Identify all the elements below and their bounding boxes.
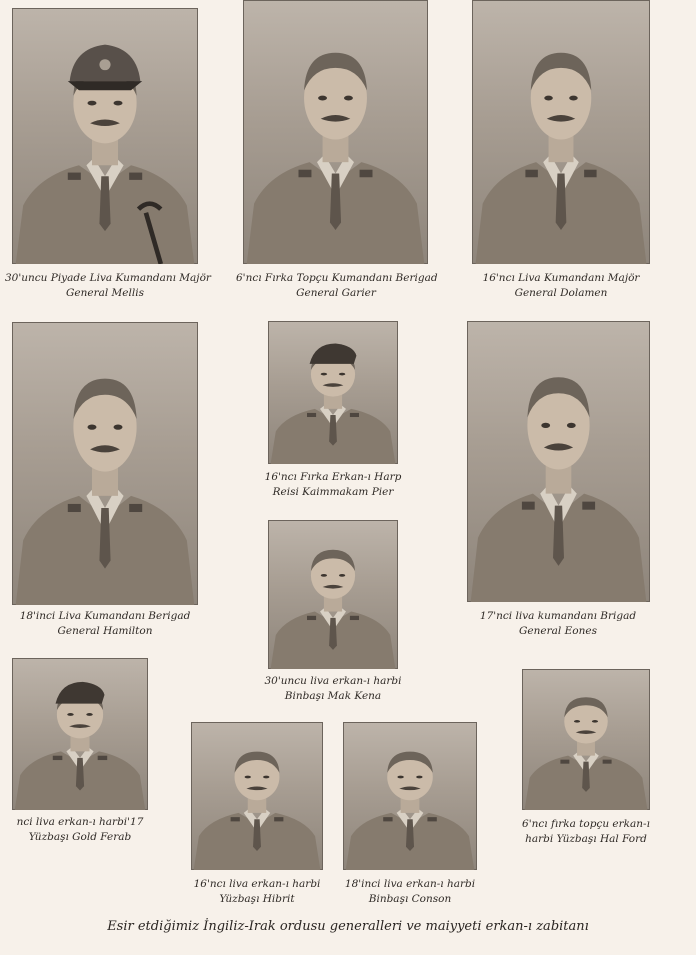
portrait-figure bbox=[12, 8, 198, 264]
collar-tab bbox=[427, 817, 436, 821]
portrait-photo-mellis bbox=[12, 8, 198, 264]
tie bbox=[253, 819, 261, 851]
caption-garier bbox=[236, 271, 436, 301]
caption-line: 30'uncu Piyade Liva Kumandanı Majör bbox=[5, 272, 211, 284]
caption-hibrit bbox=[177, 877, 337, 907]
eye bbox=[318, 96, 327, 101]
tie bbox=[553, 506, 564, 566]
collar-tab bbox=[603, 760, 612, 764]
collar-tab bbox=[350, 413, 359, 417]
portrait-photo-hal-ford bbox=[522, 669, 650, 810]
collar-tab bbox=[584, 170, 596, 178]
collar-tab bbox=[307, 413, 316, 417]
eye bbox=[321, 373, 327, 376]
portrait-photo-hibrit bbox=[191, 722, 323, 870]
page-caption: Esir etdiğimiz İngiliz-Irak ordusu generalleri ve maiyyeti erkan-ı zabitanı bbox=[107, 919, 589, 934]
eye bbox=[569, 96, 578, 101]
caption-name: Yüzbaşı Gold Ferab bbox=[28, 831, 132, 843]
tie bbox=[329, 415, 337, 446]
caption-name: harbi Yüzbaşı Hal Ford bbox=[525, 833, 647, 845]
eye bbox=[544, 96, 553, 101]
caption-name: General Dolamen bbox=[514, 287, 608, 299]
portrait-figure bbox=[191, 722, 323, 870]
collar-tab bbox=[68, 173, 81, 180]
caption-mellis bbox=[5, 271, 211, 301]
caption-name: General Eones bbox=[519, 625, 597, 637]
collar-tab bbox=[383, 817, 392, 821]
caption-name: Binbaşı Conson bbox=[368, 893, 452, 905]
tie bbox=[329, 618, 337, 650]
portrait-photo-gold-ferab bbox=[12, 658, 148, 810]
collar-tab bbox=[299, 170, 312, 178]
tie bbox=[76, 758, 84, 791]
eye bbox=[397, 776, 403, 779]
eye bbox=[592, 720, 598, 723]
caption-mak-kena bbox=[233, 674, 433, 704]
cap-visor bbox=[68, 81, 142, 90]
tie bbox=[582, 762, 590, 792]
portrait-photo-mak-kena bbox=[268, 520, 398, 669]
caption-hamilton bbox=[5, 609, 205, 639]
caption-line: 17'nci liva kumandanı Brigad bbox=[479, 610, 637, 622]
eye bbox=[88, 424, 97, 429]
portrait-figure bbox=[268, 520, 398, 669]
portrait-figure bbox=[243, 0, 428, 264]
collar-tab bbox=[350, 616, 359, 620]
eye bbox=[574, 720, 580, 723]
portrait-figure bbox=[467, 321, 650, 602]
side-cap bbox=[310, 343, 357, 363]
caption-line: 18'inci liva erkan-ı harbi bbox=[344, 878, 476, 890]
portrait-photo-hamilton bbox=[12, 322, 198, 605]
tie bbox=[99, 176, 110, 231]
collar-tab bbox=[129, 173, 142, 180]
caption-line: 6'ncı fırka topçu erkan-ı bbox=[522, 818, 650, 830]
eye bbox=[67, 713, 74, 716]
caption-line: 16'ncı Fırka Erkan-ı Harp bbox=[264, 471, 402, 483]
caption-name: General Garier bbox=[296, 287, 376, 299]
portrait-photo-dolamen bbox=[472, 0, 650, 264]
collar-tab bbox=[129, 504, 142, 512]
caption-line: 30'uncu liva erkan-ı harbi bbox=[264, 675, 402, 687]
side-cap bbox=[56, 682, 105, 704]
portrait-figure bbox=[12, 322, 198, 605]
caption-line: 16'ncı Liva Kumandanı Majör bbox=[482, 272, 640, 284]
collar-tab bbox=[231, 817, 240, 821]
eye bbox=[541, 423, 550, 428]
tie bbox=[330, 173, 341, 230]
portrait-figure bbox=[472, 0, 650, 264]
eye bbox=[114, 424, 123, 429]
eye bbox=[114, 101, 123, 106]
collar-tab bbox=[98, 756, 108, 760]
portrait-photo-garier bbox=[243, 0, 428, 264]
caption-eones bbox=[458, 609, 658, 639]
eye bbox=[339, 373, 345, 376]
caption-name: Reisi Kaimmakam Pier bbox=[272, 486, 394, 498]
portrait-photo-pier bbox=[268, 321, 398, 464]
caption-name: Binbaşı Mak Kena bbox=[284, 690, 382, 702]
eye bbox=[321, 574, 327, 577]
portrait-figure bbox=[522, 669, 650, 810]
eye bbox=[88, 101, 97, 106]
portrait-figure bbox=[343, 722, 477, 870]
tie bbox=[556, 173, 567, 230]
collar-tab bbox=[522, 502, 535, 510]
caption-line: 16'ncı liva erkan-ı harbi bbox=[193, 878, 321, 890]
caption-name: General Hamilton bbox=[57, 625, 153, 637]
eye bbox=[344, 96, 353, 101]
caption-hal-ford bbox=[506, 817, 666, 847]
collar-tab bbox=[525, 170, 537, 178]
eye bbox=[86, 713, 93, 716]
portrait-figure bbox=[268, 321, 398, 464]
collar-tab bbox=[560, 760, 569, 764]
tie bbox=[406, 819, 414, 851]
caption-line: 6'ncı Fırka Topçu Kumandanı Berigad bbox=[236, 272, 438, 284]
eye bbox=[263, 776, 269, 779]
caption-line: nci liva erkan-ı harbi'17 bbox=[16, 816, 144, 828]
portrait-figure bbox=[12, 658, 148, 810]
caption-pier bbox=[233, 470, 433, 500]
caption-dolamen bbox=[461, 271, 661, 301]
eye bbox=[339, 574, 345, 577]
collar-tab bbox=[582, 502, 595, 510]
collar-tab bbox=[274, 817, 283, 821]
caption-line: 18'inci Liva Kumandanı Berigad bbox=[19, 610, 191, 622]
portrait-photo-eones bbox=[467, 321, 650, 602]
collar-tab bbox=[53, 756, 63, 760]
caption-conson bbox=[330, 877, 490, 907]
tie bbox=[99, 508, 110, 569]
caption-gold-ferab bbox=[0, 815, 160, 845]
portrait-photo-conson bbox=[343, 722, 477, 870]
caption-name: Yüzbaşı Hibrit bbox=[219, 893, 295, 905]
caption-name: General Mellis bbox=[66, 287, 144, 299]
collar-tab bbox=[68, 504, 81, 512]
eye bbox=[245, 776, 251, 779]
collar-tab bbox=[360, 170, 373, 178]
eye bbox=[416, 776, 422, 779]
collar-tab bbox=[307, 616, 316, 620]
eye bbox=[567, 423, 576, 428]
cap-badge bbox=[99, 59, 110, 70]
